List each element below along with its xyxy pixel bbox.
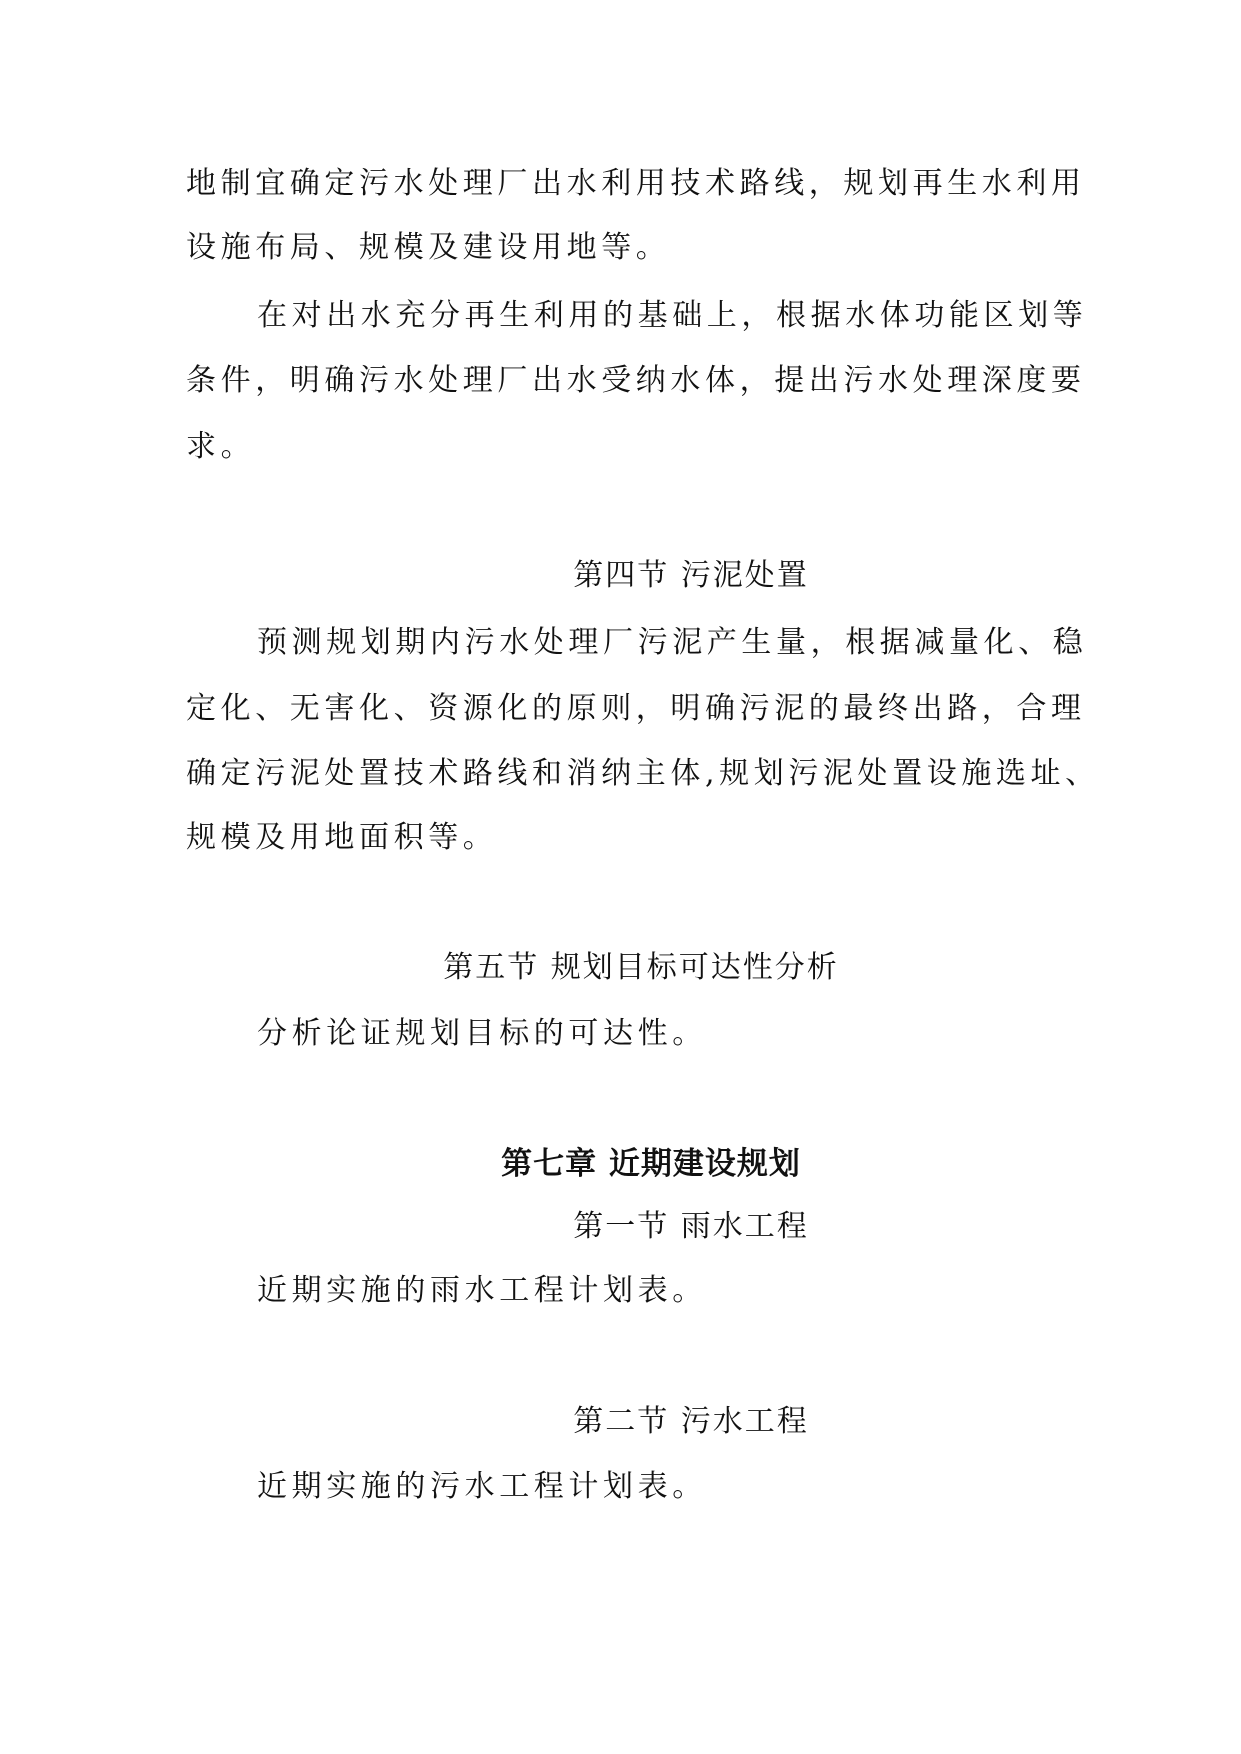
chapter-heading: 第七章 近期建设规划 <box>501 1146 801 1182</box>
paragraph-line: 近期实施的雨水工程计划表。 <box>257 1273 707 1308</box>
paragraph-line: 设施布局、规模及建设用地等。 <box>186 230 671 265</box>
paragraph-line: 预测规划期内污水处理厂污泥产生量，根据减量化、稳 <box>257 625 1088 660</box>
section-heading: 第四节 污泥处置 <box>573 558 809 593</box>
section-heading: 第一节 雨水工程 <box>573 1209 809 1244</box>
section-heading: 第五节 规划目标可达性分析 <box>443 950 839 985</box>
paragraph-line: 求。 <box>186 429 256 464</box>
paragraph-line: 条件，明确污水处理厂出水受纳水体，提出污水处理深度要 <box>186 363 1086 398</box>
paragraph-line: 规模及用地面积等。 <box>186 820 498 855</box>
paragraph-line: 确定污泥处置技术路线和消纳主体,规划污泥处置设施选址、 <box>186 756 1100 791</box>
paragraph-line: 近期实施的污水工程计划表。 <box>257 1469 707 1504</box>
paragraph-line: 分析论证规划目标的可达性。 <box>257 1016 707 1051</box>
paragraph-line: 定化、无害化、资源化的原则，明确污泥的最终出路，合理 <box>186 691 1086 726</box>
paragraph-line: 地制宜确定污水处理厂出水利用技术路线，规划再生水利用 <box>186 166 1086 201</box>
section-heading: 第二节 污水工程 <box>573 1404 809 1439</box>
paragraph-line: 在对出水充分再生利用的基础上，根据水体功能区划等 <box>257 298 1088 333</box>
